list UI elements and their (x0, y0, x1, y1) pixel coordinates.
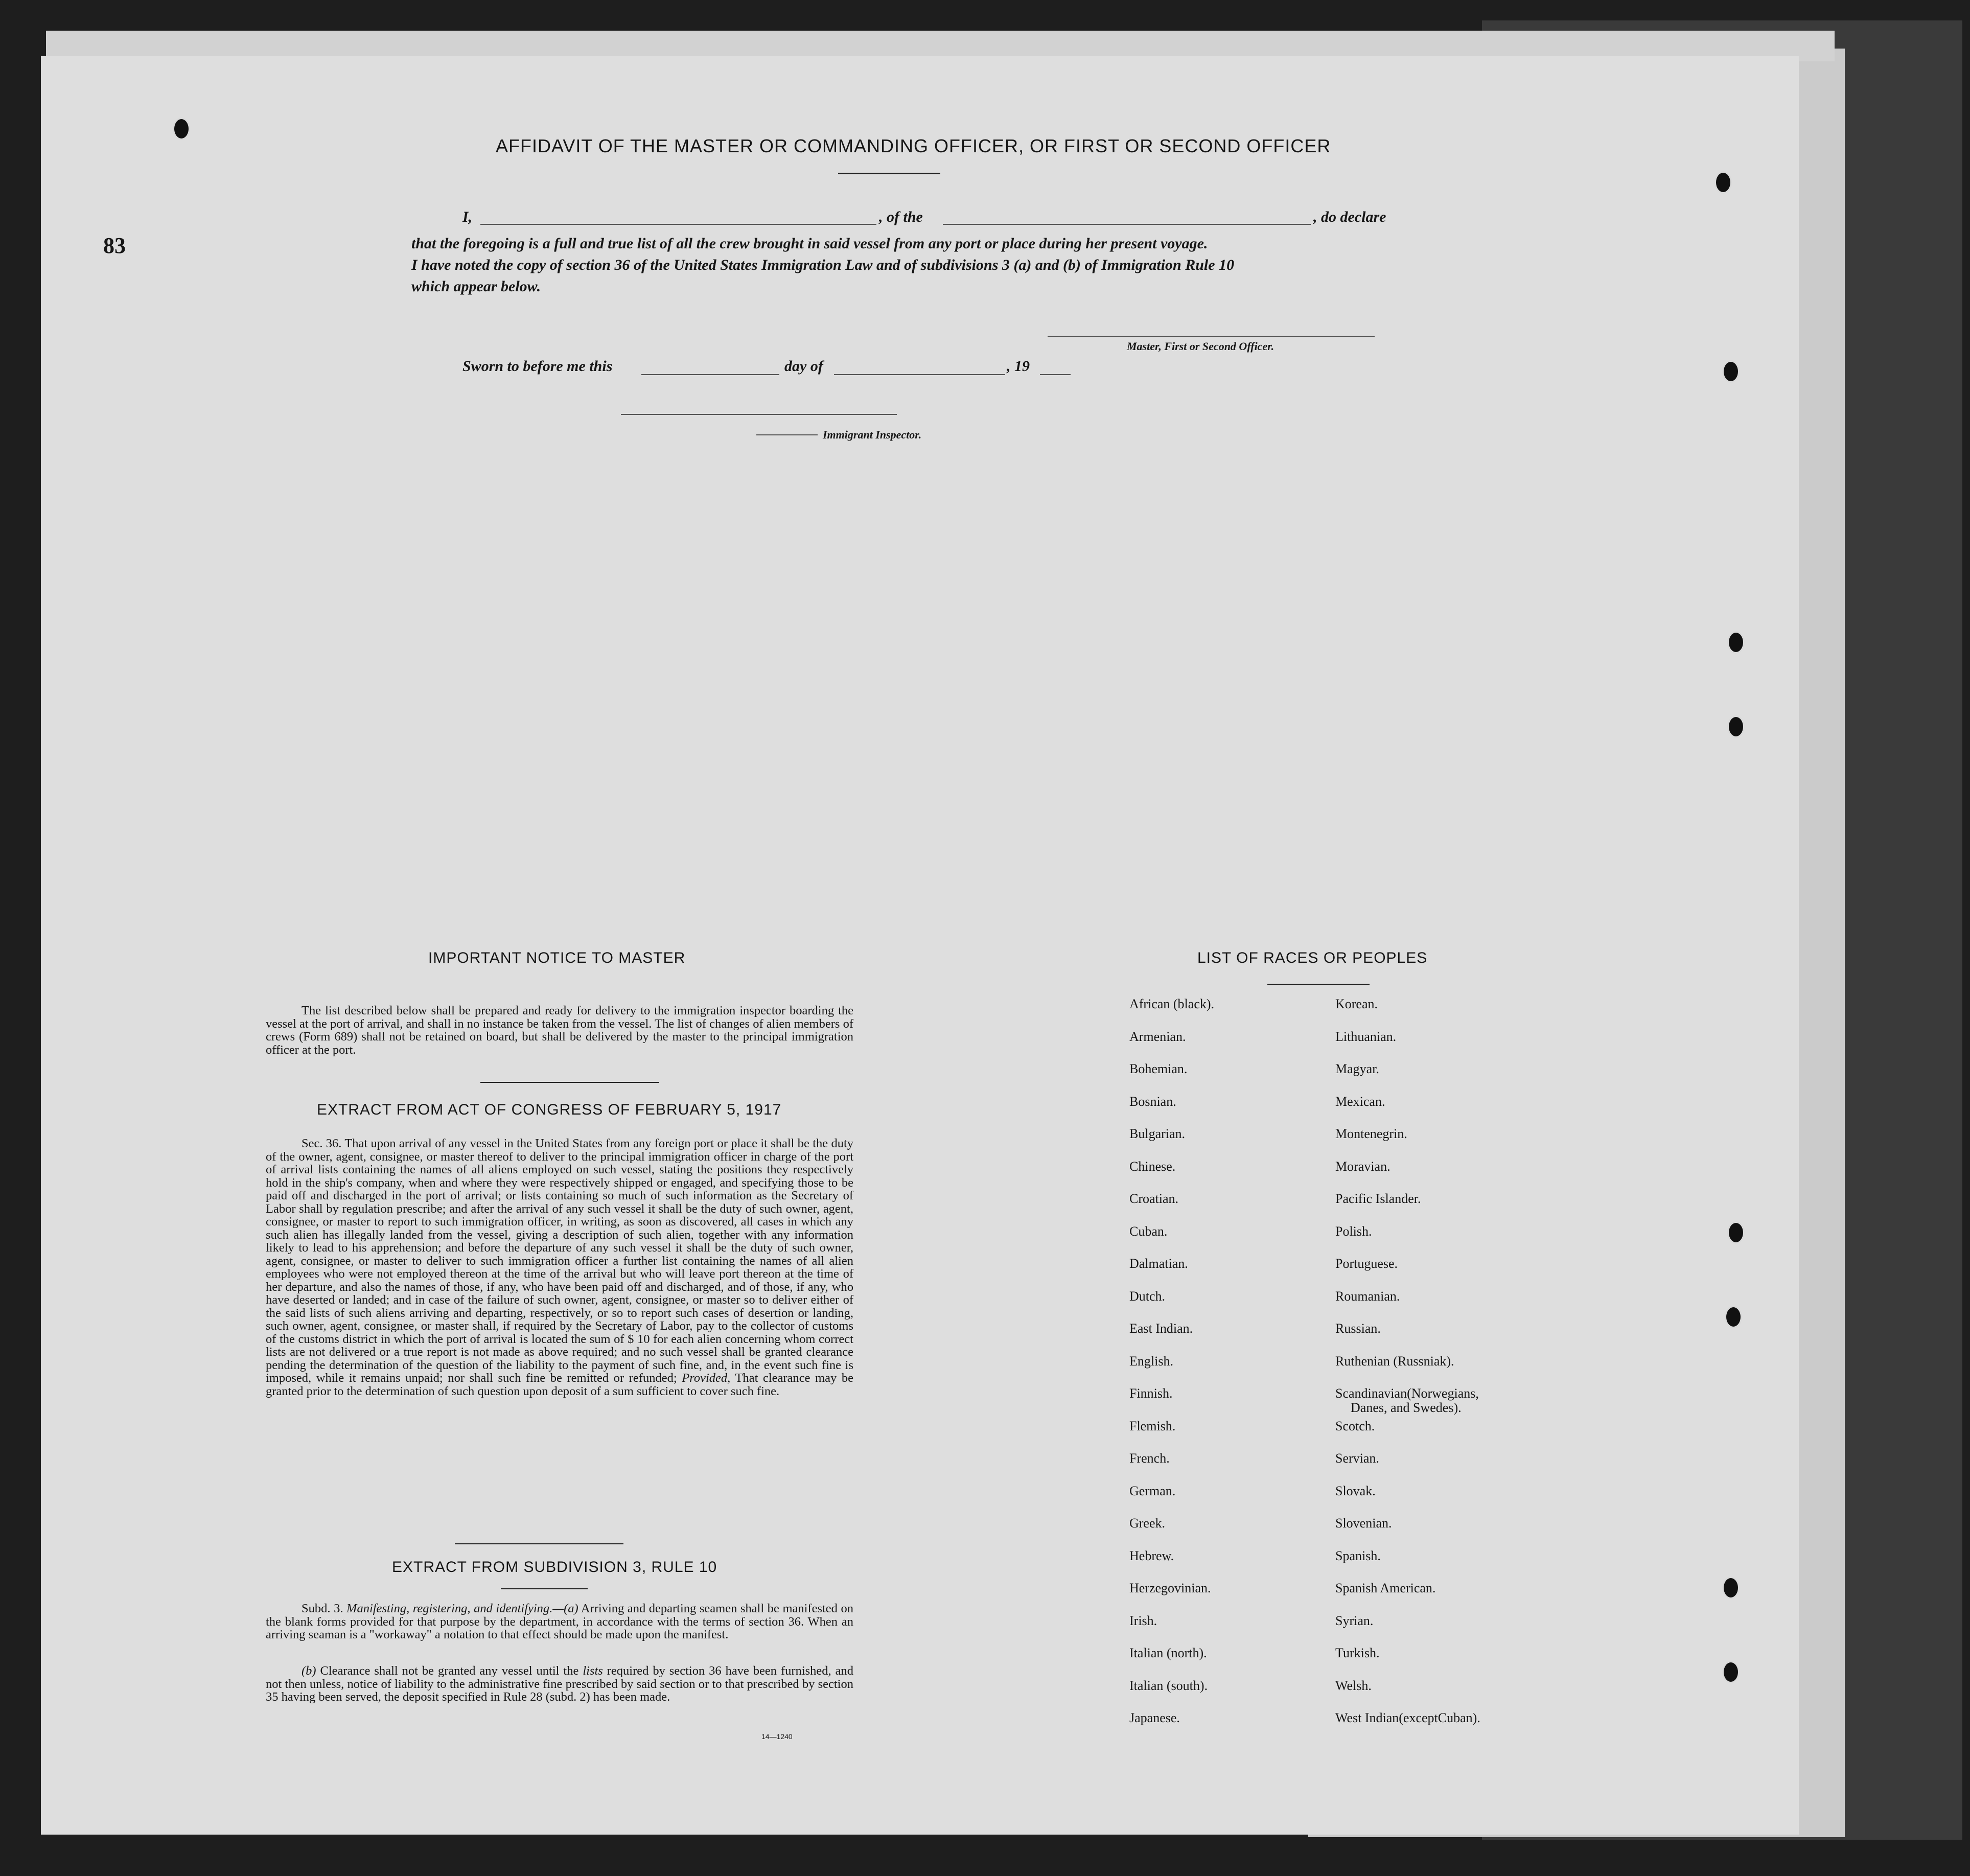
affidavit-of-the-label: , of the (879, 209, 923, 225)
race-item: Russian. (1335, 1321, 1381, 1336)
year-label: , 19 (1007, 358, 1030, 375)
race-item: Bohemian. (1129, 1061, 1188, 1076)
race-item: Magyar. (1335, 1061, 1379, 1076)
rule-text-a (266, 1602, 853, 1641)
race-item: Pacific Islander. (1335, 1191, 1421, 1206)
form-code: 14—1240 (761, 1732, 793, 1741)
sworn-month-blank[interactable] (834, 374, 1005, 375)
rule-title: EXTRACT FROM SUBDIVISION 3, RULE 10 (392, 1559, 717, 1576)
punch-hole (173, 118, 190, 140)
punch-hole (1722, 360, 1740, 383)
race-item: African (black). (1129, 997, 1215, 1011)
race-item: East Indian. (1129, 1321, 1193, 1336)
race-item: Hebrew. (1129, 1548, 1174, 1563)
race-item: Cuban. (1129, 1223, 1168, 1239)
inspector-signature-line[interactable] (621, 414, 897, 415)
race-item: Bosnian. (1129, 1094, 1176, 1109)
vessel-blank[interactable] (943, 224, 1311, 225)
race-item: Turkish. (1335, 1646, 1380, 1660)
race-item: Dutch. (1129, 1288, 1166, 1304)
rule-subd-label: Subd. 3. (302, 1602, 343, 1615)
race-item: Bulgarian. (1129, 1126, 1186, 1141)
race-item: Syrian. (1335, 1613, 1374, 1628)
affidavit-line-2: that the foregoing is a full and true list of all the crew brought in said vessel from any port or place during her present voyage. (411, 235, 1208, 252)
punch-hole (1722, 1661, 1740, 1683)
race-item: Scotch. (1335, 1418, 1375, 1433)
race-item: English. (1129, 1353, 1173, 1369)
race-item: Dalmatian. (1129, 1256, 1188, 1271)
race-item: Croatian. (1129, 1191, 1179, 1206)
races-rule (1267, 984, 1370, 985)
race-item: Slovak. (1335, 1483, 1376, 1498)
affidavit-do-declare-label: , do declare (1313, 209, 1386, 225)
act-body: That upon arrival of any vessel in the United States from any foreign port or place it shall be the duty of the owner, agent, consignee, or master thereof to deliver to the principal immigration officer in charge of the port of arrival lists containing the names of all aliens employed on such vessel, stating the positions they respectively hold in the ship's company, when and where they were respectively shipped or engaged, and specifying those to be paid off and discharged in the port of arrival; or lists containing so much of such information as the Secretary of Labor shall by regulation prescribe; and after the arrival of any such vessel it shall be the duty of such owner, agent, consignee, or master to report to such immigration officer, in writing, as soon as discovered, all cases in which any such alien has illegally landed from the vessel, giving a description of such alien, together with any information likely to lead to his apprehension; and before the departure of any such vessel it shall be the duty of such owner, agent, consignee, or master to deliver to such immigration officer a further list containing the names of all alien employees who were not employed thereon at the time of the arrival but who will leave port thereon at the time of her departure, and also the names of those, if any, who have been paid off and discharged, and of those, if any, who have deserted or landed; and in case of the failure of such owner, agent, consignee, or master so to deliver either of the said lists of such aliens arriving and departing, respectively, or so to report such cases of desertion or landing, such owner, agent, consignee, or master shall, if required by the Secretary of Labor, pay to the collector of customs of the customs district in which the port of arrival is located the sum of $ 10 for each alien concerning whom correct lists are not delivered or a true report is not made as above required; and no such vessel shall be granted clearance pending the determination of the question of the liability to the payment of such fine, and, in the event such fine is imposed, while it remains unpaid; nor shall such fine be remitted or refunded; (266, 1137, 853, 1385)
race-item: Italian (north). (1129, 1646, 1207, 1660)
race-item: Roumanian. (1335, 1288, 1400, 1304)
race-item: West Indian(exceptCuban). (1335, 1710, 1480, 1725)
punch-hole (1725, 1306, 1742, 1328)
sworn-label: Sworn to before me this (462, 358, 613, 375)
act-section-label: Sec. 36. (302, 1137, 342, 1150)
race-item: Slovenian. (1335, 1516, 1392, 1531)
affidavit-title: AFFIDAVIT OF THE MASTER OR COMMANDING OFFICER, OR FIRST OR SECOND OFFICER (496, 135, 1331, 156)
notice-title: IMPORTANT NOTICE TO MASTER (428, 949, 686, 966)
rule-body-a: Arriving and departing seamen shall be manifested on the blank forms provided for that purpose by the department, in accordance with the terms of section 36. When an arriving seaman is a "workaway" a notation to that effect should be made upon the manifest. (266, 1602, 853, 1641)
race-item: Montenegrin. (1335, 1126, 1407, 1141)
race-item: Welsh. (1335, 1678, 1372, 1693)
race-item: Moravian. (1335, 1159, 1390, 1174)
race-item: Irish. (1129, 1613, 1157, 1628)
rule-heading-italic: Manifesting, registering, and identifying.—(a) (346, 1602, 578, 1615)
day-of-label: day of (784, 358, 823, 375)
race-item: Lithuanian. (1335, 1029, 1397, 1044)
act-provided-label: Provided, (682, 1371, 731, 1385)
race-item: Scandinavian(Norwegians, (1335, 1386, 1479, 1401)
race-item: Greek. (1129, 1516, 1166, 1531)
race-item: Spanish. (1335, 1548, 1381, 1563)
punch-hole (1727, 715, 1745, 738)
sworn-year-blank[interactable] (1040, 374, 1071, 375)
race-item: Mexican. (1335, 1094, 1385, 1109)
inspector-short-line (756, 434, 818, 435)
punch-hole (1722, 1577, 1740, 1599)
race-item: Armenian. (1129, 1029, 1186, 1044)
race-item: Finnish. (1129, 1386, 1173, 1401)
act-rule (455, 1543, 623, 1544)
act-title: EXTRACT FROM ACT OF CONGRESS OF FEBRUARY 5, 1917 (317, 1101, 782, 1118)
notice-rule (480, 1082, 659, 1083)
race-item: Ruthenian (Russniak). (1335, 1353, 1454, 1369)
page-number: 83 (103, 233, 126, 258)
rule-body-b1: Clearance shall not be granted any vessel until the (320, 1664, 579, 1678)
race-item: Portuguese. (1335, 1256, 1398, 1271)
affidavit-line-3: I have noted the copy of section 36 of the United States Immigration Law and of subdivisions 3 (a) and (b) of Immigration Rule 10 (411, 257, 1235, 273)
race-item: Flemish. (1129, 1418, 1176, 1433)
race-item: French. (1129, 1451, 1170, 1466)
rule-body-b2: required by section 36 have been furnished, and not then unless, notice of liability to the administrative fine prescribed by said section or to that prescribed by section 35 having been served, the deposit specified in Rule 28 (subd. 2) has been made. (266, 1664, 853, 1704)
race-item: Polish. (1335, 1223, 1372, 1239)
rule-title-rule (501, 1588, 588, 1589)
act-text (266, 1137, 853, 1398)
race-item: Spanish American. (1335, 1581, 1436, 1595)
rule-lists-italic: lists (583, 1664, 603, 1678)
race-item: Herzegovinian. (1129, 1581, 1211, 1595)
affidavit-line-4: which appear below. (411, 278, 541, 295)
race-item: Chinese. (1129, 1159, 1176, 1174)
master-caption: Master, First or Second Officer. (1127, 340, 1274, 353)
name-blank[interactable] (480, 224, 876, 225)
punch-hole (1727, 631, 1745, 654)
act-body-end: That clearance may be granted prior to the determination of such question upon deposit of a sum sufficient to cover such fine. (266, 1371, 854, 1398)
punch-hole (1714, 171, 1732, 194)
rule-text-b (266, 1664, 853, 1704)
notice-text: The list described below shall be prepared and ready for delivery to the immigration inspector boarding the vessel at the port of arrival, and shall in no instance be taken from the vessel. The list of changes of alien members of crews (Form 689) shall not be retained on board, but shall be delivered by the master to the principal immigration officer at the port. (266, 1004, 853, 1057)
race-item: Korean. (1335, 997, 1378, 1011)
rule-b-label: (b) (302, 1664, 316, 1678)
race-item: German. (1129, 1483, 1176, 1498)
master-signature-line[interactable] (1048, 336, 1375, 337)
document-page (41, 56, 1799, 1835)
affidavit-i-label: I, (462, 209, 473, 225)
title-rule (838, 173, 940, 174)
inspector-caption: Immigrant Inspector. (823, 428, 922, 441)
race-item: Servian. (1335, 1451, 1379, 1466)
race-item: Japanese. (1129, 1710, 1180, 1725)
race-item-continued: Danes, and Swedes). (1351, 1400, 1462, 1415)
punch-hole (1727, 1221, 1745, 1244)
races-title: LIST OF RACES OR PEOPLES (1197, 949, 1428, 966)
race-item: Italian (south). (1129, 1678, 1208, 1693)
sworn-day-blank[interactable] (641, 374, 779, 375)
